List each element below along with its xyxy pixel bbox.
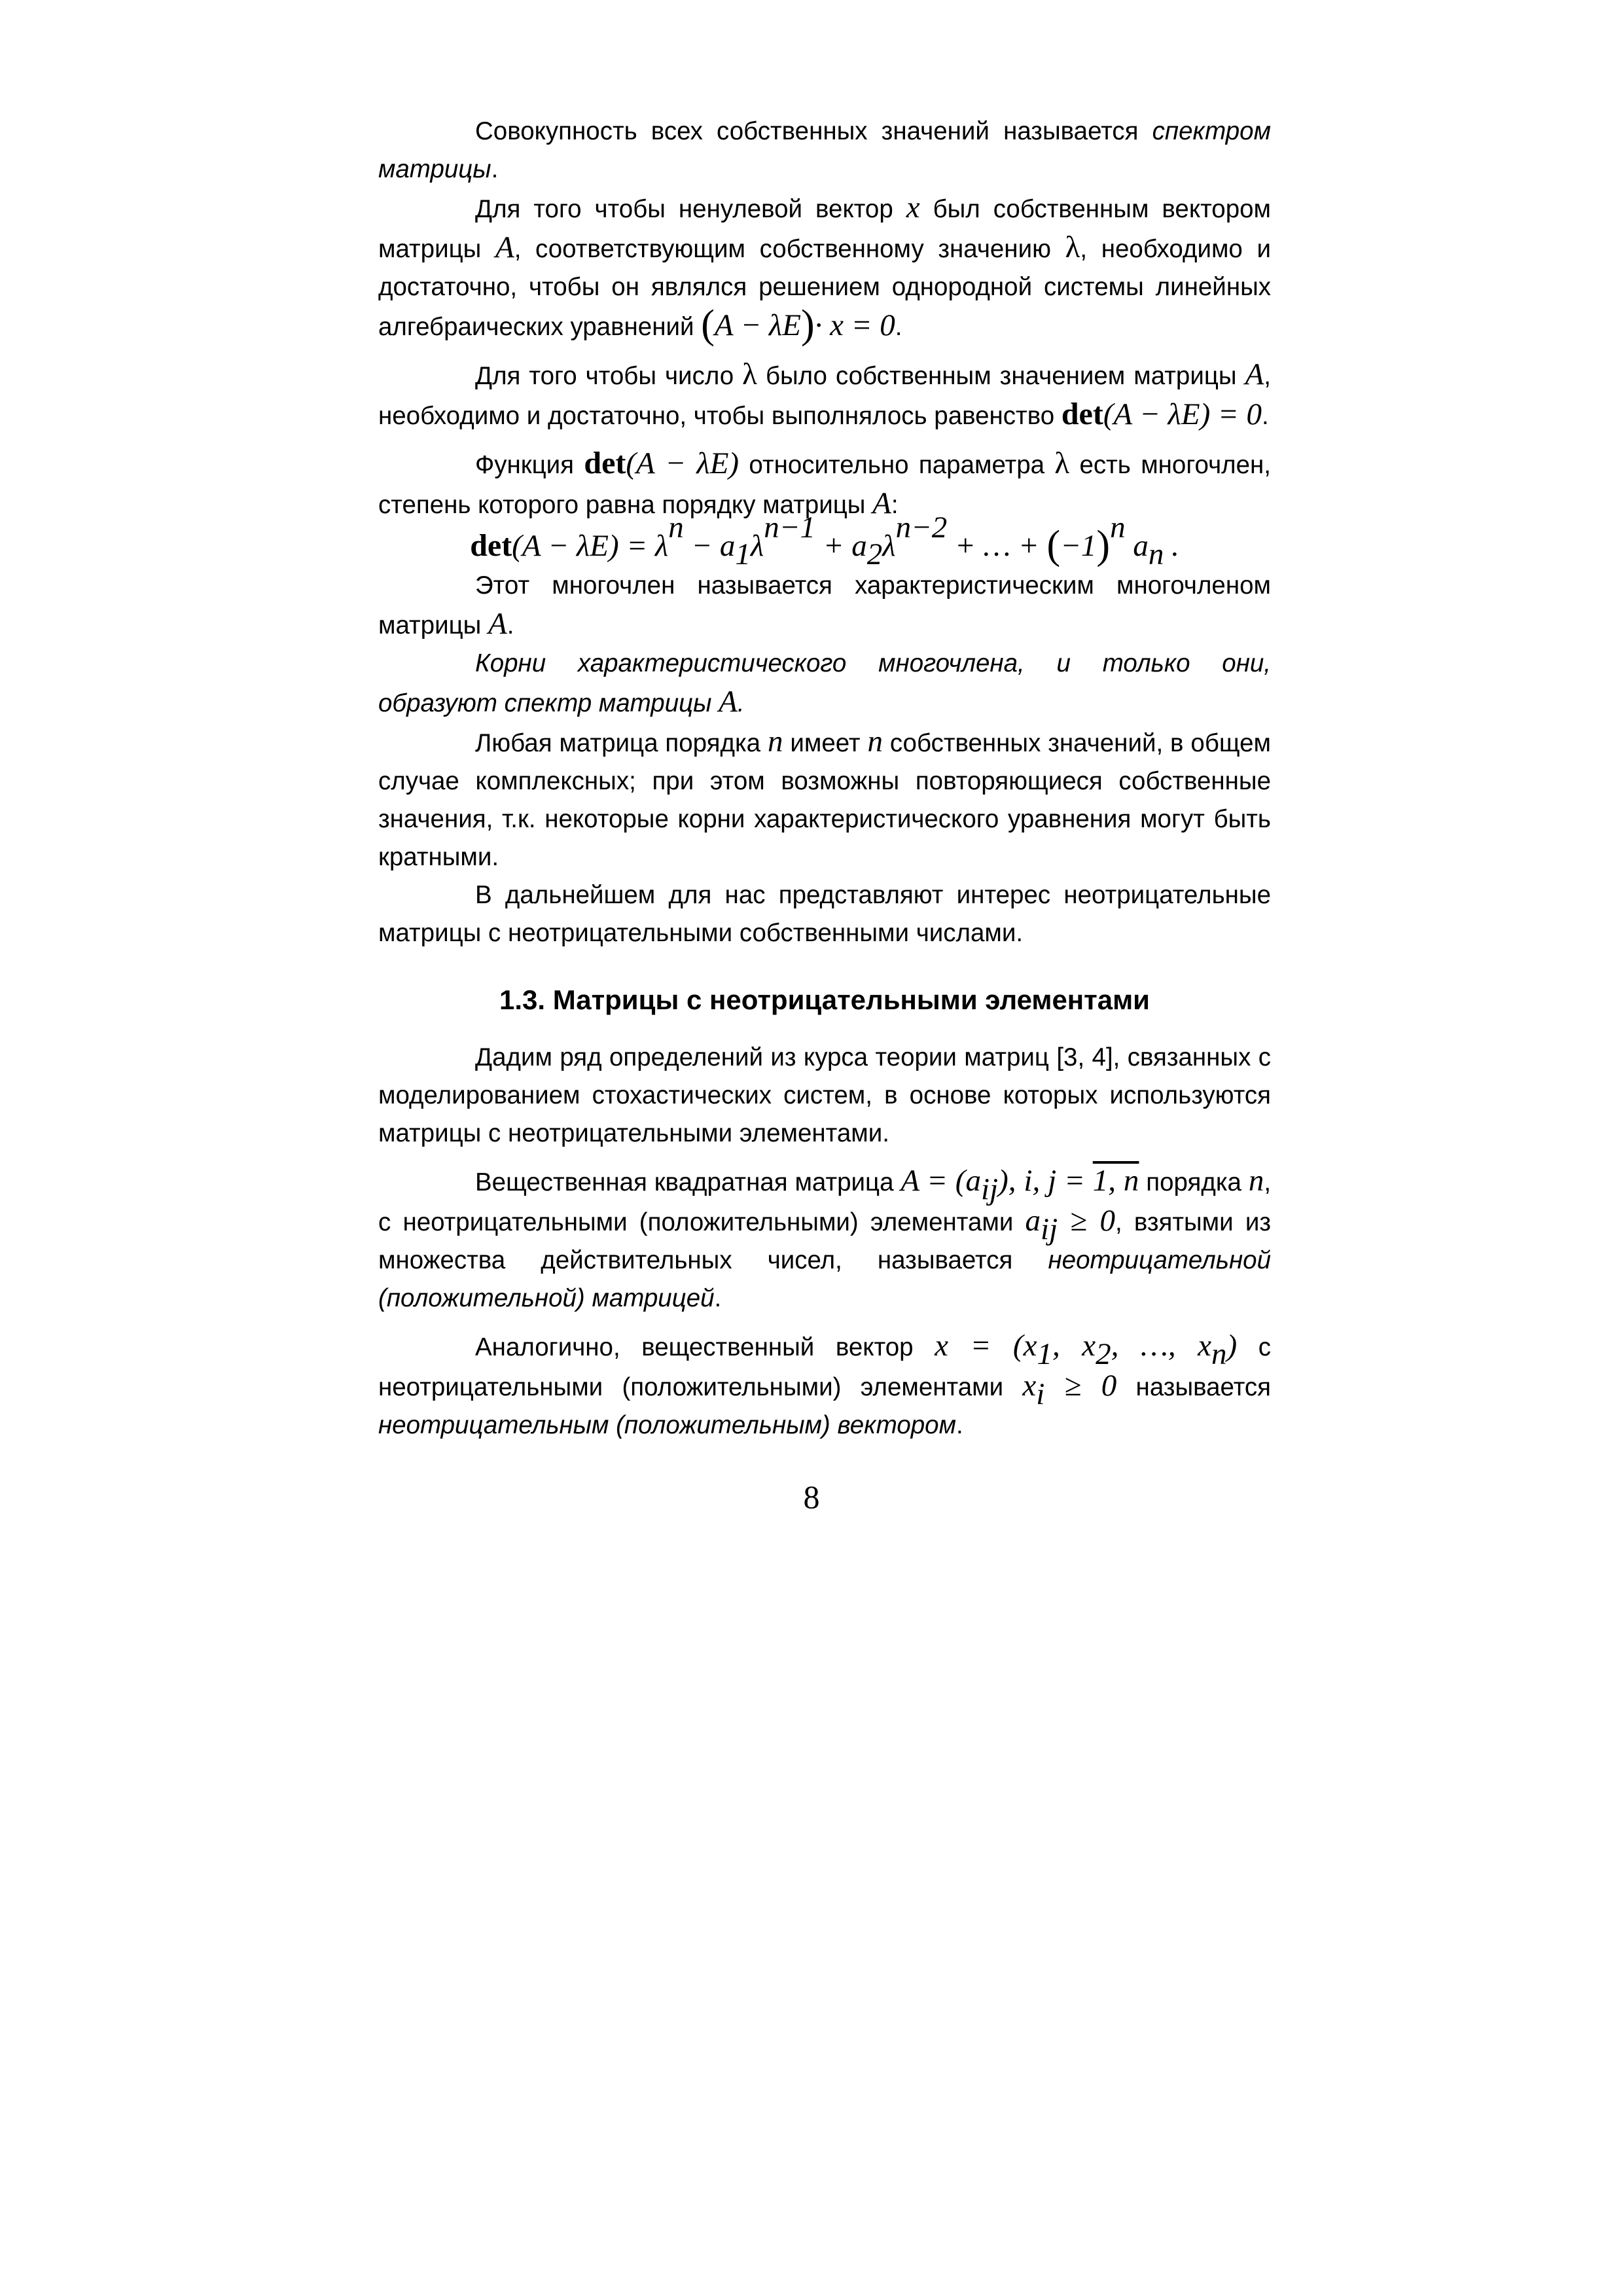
math-expression: (A − λE) = λ bbox=[512, 529, 669, 563]
page-number: 8 bbox=[803, 1479, 820, 1515]
paragraph-order-n bbox=[378, 723, 1271, 876]
text: Дадим ряд определений из курса теории матриц [3, 4], связанных с моделированием стохастических систем, в основе которых используются матрицы с неотрицательными элементами. bbox=[378, 1043, 1271, 1147]
text: , необходимо и достаточно, чтобы выполнялось равенство bbox=[378, 362, 1271, 430]
paragraph-definitions bbox=[378, 1039, 1271, 1153]
math-det: det bbox=[584, 446, 626, 480]
characteristic-polynomial-formula bbox=[378, 510, 1271, 572]
paragraph-nonneg-vector bbox=[378, 1327, 1271, 1444]
math-expression: + a bbox=[815, 529, 867, 563]
text: . bbox=[507, 611, 514, 639]
math-paren: ) bbox=[801, 302, 815, 347]
text: Для того чтобы ненулевой вектор bbox=[475, 195, 906, 223]
math-expression: ≥ 0 bbox=[1044, 1369, 1117, 1403]
math-expression: . bbox=[1164, 529, 1179, 563]
math-expression: (A − λE) bbox=[626, 446, 740, 480]
math-paren: ) bbox=[1096, 523, 1111, 567]
math-superscript: n bbox=[668, 510, 684, 545]
math-expression: −1 bbox=[1060, 529, 1097, 563]
math-expression: , …, x bbox=[1111, 1329, 1212, 1363]
text: , с неотрицательными (положительными) элементами bbox=[378, 1168, 1272, 1236]
text: , необходимо и достаточно, чтобы он являлся решением однородной системы линейных алгебраических уравнений bbox=[378, 235, 1271, 341]
italic-text: Корни характеристического многочлена, и только они, образуют спектр матрицы bbox=[378, 649, 1271, 717]
paragraph-polynomial bbox=[378, 444, 1271, 524]
math-superscript: n bbox=[1110, 510, 1126, 545]
math-symbol: λ bbox=[1065, 230, 1080, 264]
math-subscript: 1 bbox=[1037, 1337, 1052, 1372]
math-expression: (A − λE) = 0 bbox=[1103, 397, 1262, 431]
math-symbol: A bbox=[719, 685, 738, 719]
math-symbol: A bbox=[872, 486, 891, 520]
text: . bbox=[1261, 402, 1269, 430]
math-paren: ( bbox=[701, 302, 715, 347]
paragraph-eigenvalue bbox=[378, 355, 1271, 435]
math-superscript: n−2 bbox=[895, 510, 948, 545]
math-expression: A = (a bbox=[901, 1164, 981, 1198]
text: Этот многочлен называется характеристическим многочленом матрицы bbox=[378, 571, 1271, 639]
math-symbol: n bbox=[767, 725, 783, 759]
math-symbol: λ bbox=[750, 529, 764, 563]
math-det: det bbox=[1061, 397, 1103, 431]
math-expression: · x = 0 bbox=[814, 308, 895, 342]
math-symbol: λ bbox=[742, 357, 757, 391]
text: было собственным значением матрицы bbox=[757, 362, 1245, 390]
math-subscript: i bbox=[1036, 1377, 1045, 1412]
math-symbol: x bbox=[906, 190, 920, 224]
math-symbol: n bbox=[867, 725, 883, 759]
math-subscript: 2 bbox=[866, 537, 883, 572]
italic-term: неотрицательным (положительным) вектором bbox=[378, 1411, 956, 1439]
math-symbol: a bbox=[1025, 1204, 1041, 1238]
math-subscript: n bbox=[1148, 537, 1164, 572]
math-expression: i, j = bbox=[1024, 1164, 1093, 1198]
math-expression: ), bbox=[998, 1164, 1024, 1198]
text: Вещественная квадратная матрица bbox=[475, 1168, 901, 1196]
math-subscript: ij bbox=[980, 1172, 999, 1207]
text: , соответствующим собственному значению bbox=[514, 235, 1065, 263]
math-symbol: λ bbox=[1054, 446, 1070, 480]
text: Любая матрица порядка bbox=[475, 729, 768, 757]
paragraph-nonneg-matrix bbox=[378, 1162, 1271, 1318]
paragraph-interest bbox=[378, 876, 1271, 952]
text: Функция bbox=[475, 451, 584, 479]
math-superscript: n−1 bbox=[764, 510, 815, 545]
italic-term: спектром матрицы bbox=[378, 117, 1271, 183]
math-expression: , x bbox=[1052, 1329, 1096, 1363]
text: был собственным вектором матрицы bbox=[378, 195, 1272, 263]
math-symbol: x bbox=[1022, 1369, 1037, 1403]
text: : bbox=[891, 491, 899, 519]
text: Совокупность всех собственных значений называется bbox=[475, 117, 1152, 145]
math-paren: ( bbox=[1046, 523, 1061, 567]
text: . bbox=[737, 689, 745, 717]
paragraph-char-poly-def bbox=[378, 567, 1271, 645]
math-subscript: ij bbox=[1041, 1212, 1058, 1247]
text: называется bbox=[1116, 1373, 1271, 1401]
math-subscript: n bbox=[1211, 1337, 1227, 1372]
page-body bbox=[378, 113, 1271, 1444]
math-expression: ≥ 0 bbox=[1058, 1204, 1115, 1238]
math-subscript: 1 bbox=[735, 537, 751, 572]
text: имеет bbox=[783, 729, 868, 757]
math-expression: x = (x bbox=[935, 1329, 1037, 1363]
math-symbol: A bbox=[495, 230, 514, 264]
math-symbol: λ bbox=[882, 529, 896, 563]
text: . bbox=[491, 155, 499, 183]
text: есть многочлен, степень которого равна порядку матрицы bbox=[378, 451, 1271, 519]
text: порядка bbox=[1139, 1168, 1249, 1196]
math-expression: ) bbox=[1226, 1329, 1238, 1363]
math-expression: a bbox=[1125, 529, 1149, 563]
text: В дальнейшем для нас представляют интерес неотрицательные матрицы с неотрицательными собственными числами. bbox=[378, 881, 1271, 947]
text: . bbox=[895, 313, 902, 341]
text: с неотрицательными (положительными) элементами bbox=[378, 1333, 1272, 1401]
text: . bbox=[714, 1284, 722, 1312]
italic-term: неотрицательной (положительной) матрицей bbox=[378, 1246, 1271, 1312]
math-subscript: 2 bbox=[1096, 1337, 1111, 1372]
text: . bbox=[955, 1411, 963, 1439]
math-det: det bbox=[470, 528, 512, 563]
text: собственных значений, в общем случае комплексных; при этом возможны повторяющиеся собственные значения, т.к. некоторые корни характеристического уравнения могут быть кратными. bbox=[378, 729, 1271, 871]
math-symbol: n bbox=[1248, 1164, 1264, 1198]
math-symbol: A bbox=[488, 607, 507, 641]
text: Для того чтобы число bbox=[475, 362, 743, 390]
math-expression: + … + bbox=[947, 529, 1047, 563]
section-heading: 1.3. Матрицы с неотрицательными элементами bbox=[499, 984, 1150, 1015]
text: относительно параметра bbox=[739, 451, 1055, 479]
paragraph-eigenvector bbox=[378, 188, 1271, 346]
text: Аналогично, вещественный вектор bbox=[475, 1333, 935, 1361]
paragraph-roots bbox=[378, 645, 1271, 723]
math-expression: − a bbox=[683, 529, 736, 563]
paragraph-spectrum bbox=[378, 113, 1271, 188]
math-symbol: A bbox=[1245, 357, 1264, 391]
math-expression: A − λE bbox=[714, 308, 801, 342]
text: , взятыми из множества действительных чисел, называется bbox=[378, 1208, 1271, 1274]
math-range: 1, n bbox=[1092, 1164, 1139, 1198]
